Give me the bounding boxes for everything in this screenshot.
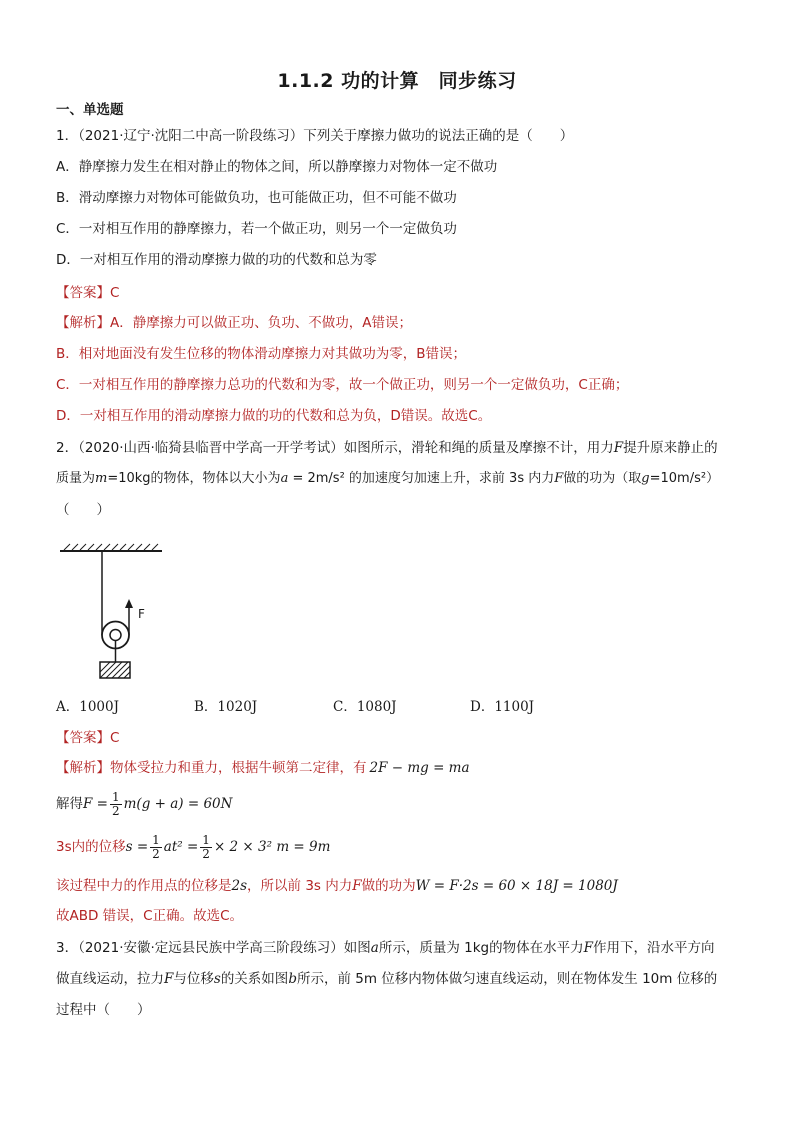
q2-displacement-line xyxy=(56,832,330,862)
stem-text: =10m/s²） xyxy=(649,471,720,486)
math-var: a xyxy=(370,940,379,956)
equation-mid: at² = xyxy=(163,839,199,855)
analysis-text: A．静摩擦力可以做正功、负功、不做功，A错误； xyxy=(110,315,412,331)
analysis-text: ，所以前 3s 内力 xyxy=(247,878,353,894)
q1-option-d: D．一对相互作用的滑动摩擦力做的功的代数和总为零 xyxy=(56,252,377,268)
q3-stem-line-2 xyxy=(56,969,717,989)
pulley-diagram xyxy=(56,535,176,685)
q1-option-b: B．滑动摩擦力对物体可能做负功，也可能做正功，但不可能不做功 xyxy=(56,190,457,206)
q3-stem-line-3: 过程中（ ） xyxy=(56,1002,151,1018)
q2-option-c: C．1080J xyxy=(333,699,397,715)
numerator: 1 xyxy=(152,832,160,847)
equation-left: s = xyxy=(125,839,149,855)
denominator: 2 xyxy=(111,803,120,818)
q2-conclusion: 故ABD 错误，C正确。故选C。 xyxy=(56,908,244,924)
q2-stem-line-1 xyxy=(56,438,718,458)
displacement-prefix: 3s内的位移 xyxy=(56,839,126,855)
section-heading: 一、单选题 xyxy=(56,102,124,118)
stem-text: 作用下，沿水平方向 xyxy=(593,940,715,956)
q1-option-c: C．一对相互作用的静摩擦力，若一个做正功，则另一个一定做负功 xyxy=(56,221,457,237)
analysis-text: 物体受拉力和重力，根据牛顿第二定律，有 xyxy=(110,760,367,776)
math-var: F xyxy=(583,940,593,956)
q2-answer xyxy=(56,728,119,748)
q1-answer xyxy=(56,283,119,303)
equation-left: F = xyxy=(83,796,108,812)
q1-analysis-line-2: B．相对地面没有发生位移的物体滑动摩擦力对其做功为零，B错误； xyxy=(56,346,467,362)
q3-stem-line-1 xyxy=(56,938,715,958)
stem-text: 质量为 xyxy=(56,471,96,486)
analysis-tag: 【解析】 xyxy=(56,315,110,331)
equation: 2F − mg = ma xyxy=(369,760,470,776)
stem-text: 所示，前 5m 位移内物体做匀速直线运动，则在物体发生 10m 位移的 xyxy=(296,971,718,987)
q1-stem: 1．（2021·辽宁·沈阳二中高一阶段练习）下列关于摩擦力做功的说法正确的是（ ） xyxy=(56,128,574,144)
force-arrow xyxy=(125,599,133,613)
answer-value: C xyxy=(110,730,120,746)
numerator: 1 xyxy=(202,832,210,847)
q1-analysis-line-1 xyxy=(56,313,412,333)
q1-analysis-line-3: C．一对相互作用的静摩擦力总功的代数和为零，故一个做正功，则另一个一定做负功，C正确； xyxy=(56,377,629,393)
analysis-tag: 【解析】 xyxy=(56,760,110,776)
q1-option-a: A．静摩擦力发生在相对静止的物体之间，所以静摩擦力对物体一定不做功 xyxy=(56,159,498,175)
answer-tag: 【答案】 xyxy=(56,285,110,301)
equation-right: × 2 × 3² m = 9m xyxy=(213,839,331,855)
q2-stem-line-2 xyxy=(56,469,719,489)
fraction xyxy=(150,834,162,861)
q2-option-a: A．1000J xyxy=(56,699,120,715)
answer-value: C xyxy=(110,285,120,301)
analysis-text: 做的功为 xyxy=(361,878,416,894)
stem-text: 与位移 xyxy=(173,971,214,987)
q2-option-d: D．1100J xyxy=(470,699,535,715)
stem-text: =10kg的物体，物体以大小为 xyxy=(107,471,281,486)
denominator: 2 xyxy=(202,846,210,861)
numerator: 1 xyxy=(111,789,120,804)
ceiling-support xyxy=(60,544,162,551)
equation: W = F·2s = 60 × 18J = 1080J xyxy=(415,878,618,894)
math-var: s xyxy=(213,971,221,987)
stem-text: 2．（2020·山西·临猗县临晋中学高一开学考试）如图所示，滑轮和绳的质量及摩擦不计，用力 xyxy=(56,440,614,456)
math-var: g xyxy=(641,471,650,486)
equation: 2s xyxy=(231,878,248,894)
force-label: F xyxy=(138,607,145,621)
stem-text: 提升原来静止的 xyxy=(623,440,718,456)
load-block xyxy=(100,662,130,678)
q2-option-b: B．1020J xyxy=(194,699,258,715)
stem-text: 所示，质量为 1kg的物体在水平力 xyxy=(378,940,584,956)
math-var: a xyxy=(280,471,289,486)
math-var: F xyxy=(352,878,362,894)
solve-prefix: 解得 xyxy=(56,796,83,812)
analysis-text: 该过程中力的作用点的位移是 xyxy=(56,878,232,894)
math-var: F xyxy=(554,471,564,486)
page-title: 1.1.2 功的计算 同步练习 xyxy=(277,70,517,92)
math-var: F xyxy=(164,971,174,987)
q1-analysis-line-4: D．一对相互作用的滑动摩擦力做的功的代数和总为负，D错误。故选C。 xyxy=(56,408,492,424)
q2-solution-line xyxy=(56,789,232,819)
answer-tag: 【答案】 xyxy=(56,730,110,746)
pulley-axle xyxy=(110,630,121,641)
stem-text: = 2m/s² 的加速度匀加速上升，求前 3s 内力 xyxy=(288,471,555,486)
stem-text: 做直线运动，拉力 xyxy=(56,971,164,987)
math-var: F xyxy=(613,440,624,456)
stem-text: 3．（2021·安徽·定远县民族中学高三阶段练习）如图 xyxy=(56,940,371,956)
math-var: b xyxy=(288,971,297,987)
fraction xyxy=(200,834,212,861)
fraction xyxy=(110,791,122,818)
q2-analysis-line-1 xyxy=(56,758,470,778)
equation-right: m(g + a) = 60N xyxy=(123,796,233,812)
stem-text: 的关系如图 xyxy=(220,971,289,987)
math-var: m xyxy=(95,471,108,486)
q2-stem-line-3: （ ） xyxy=(56,502,110,518)
stem-text: 做的功为（取 xyxy=(563,471,642,486)
denominator: 2 xyxy=(152,846,160,861)
q2-analysis-line-4 xyxy=(56,876,618,896)
